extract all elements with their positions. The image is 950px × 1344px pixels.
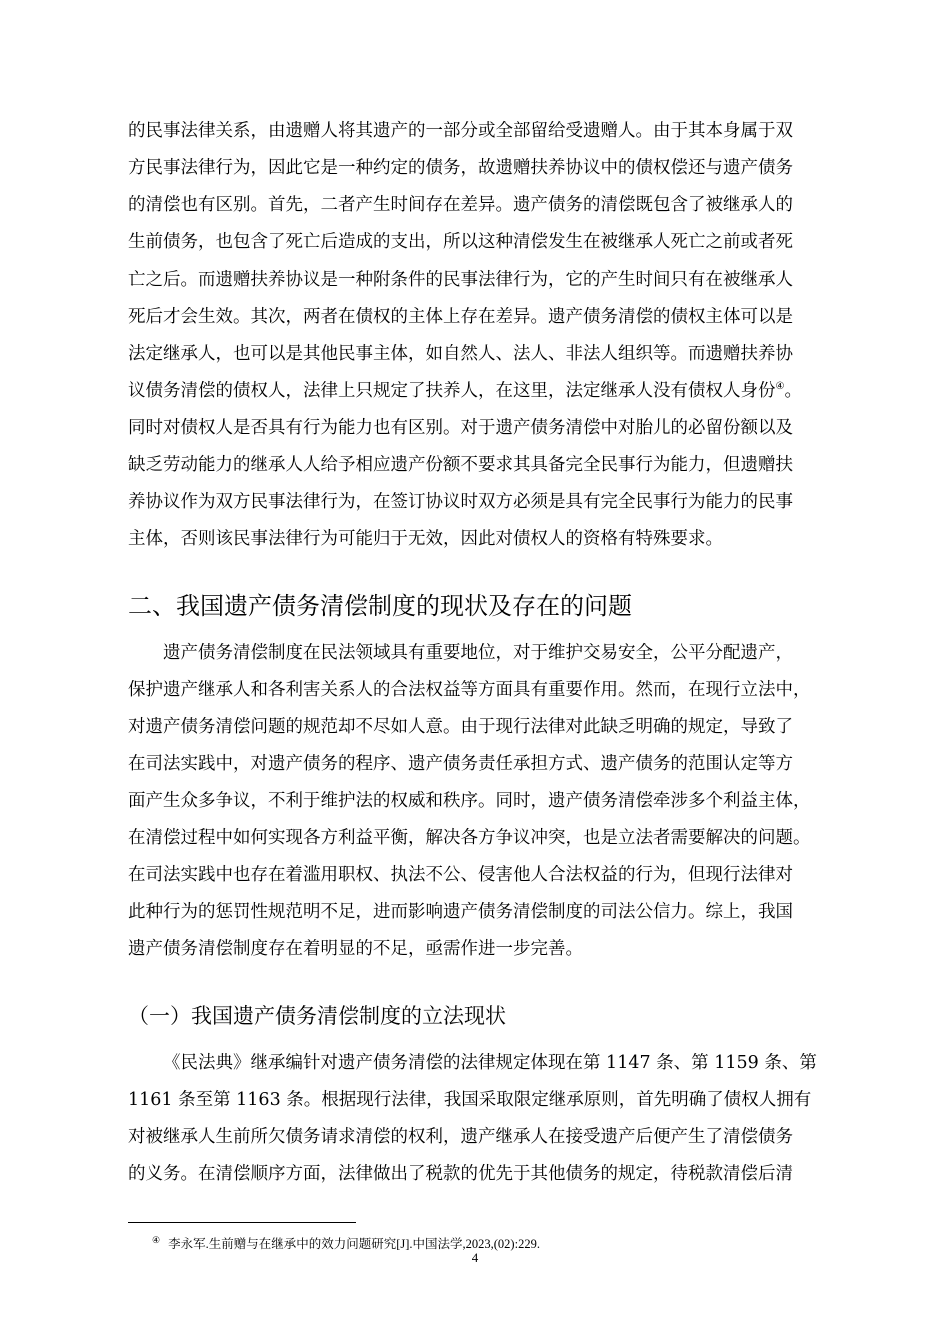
paragraph-line: 遗产债务清偿制度存在着明显的不足，亟需作进一步完善。 (128, 939, 583, 959)
paragraph-line: 保护遗产继承人和各利害关系人的合法权益等方面具有重要作用。然而，在现行立法中， (128, 680, 811, 700)
paragraph-line: 对遗产债务清偿问题的规范却不尽如人意。由于现行法律对此缺乏明确的规定，导致了 (128, 717, 793, 737)
footnote-reference[interactable]: ④ (775, 381, 785, 393)
paragraph-line: 对被继承人生前所欠债务请求清偿的权利，遗产继承人在接受遗产后便产生了清偿债务 (128, 1127, 793, 1147)
paragraph-line: 亡之后。而遗赠扶养协议是一种附条件的民事法律行为，它的产生时间只有在被继承人 (128, 270, 793, 290)
paragraph-line: 缺乏劳动能力的继承人人给予相应遗产份额不要求其具备完全民事行为能力，但遗赠扶 (128, 455, 793, 475)
paragraph-line-text: 议债务清偿的债权人，法律上只规定了扶养人，在这里，法定继承人没有债权人身份 (128, 381, 776, 401)
subsection-heading: （一）我国遗产债务清偿制度的立法现状 (128, 1004, 506, 1028)
paragraph-line: 同时对债权人是否具有行为能力也有区别。对于遗产债务清偿中对胎儿的必留份额以及 (128, 418, 793, 438)
paragraph-line: 面产生众多争议，不利于维护法的权威和秩序。同时，遗产债务清偿牵涉多个利益主体， (128, 791, 811, 811)
section-heading: 二、我国遗产债务清偿制度的现状及存在的问题 (128, 592, 632, 620)
paragraph-line: 生前债务，也包含了死亡后造成的支出，所以这种清偿发生在被继承人死亡之前或者死 (128, 232, 793, 252)
paragraph-line: 死后才会生效。其次，两者在债权的主体上存在差异。遗产债务清偿的债权主体可以是 (128, 307, 793, 327)
paragraph-line: 《民法典》继承编针对遗产债务清偿的法律规定体现在第 1147 条、第 1159 条、第 (163, 1053, 817, 1073)
page-number: 4 (471, 1250, 479, 1265)
footnote-separator (128, 1222, 356, 1223)
footnote-mark: ④ (152, 1234, 161, 1245)
paragraph-line: 1161 条至第 1163 条。根据现行法律，我国采取限定继承原则，首先明确了债权人拥有 (128, 1090, 812, 1110)
paragraph-line: 方民事法律行为，因此它是一种约定的债务，故遗赠扶养协议中的债权偿还与遗产债务 (128, 158, 793, 178)
paragraph-line: 遗产债务清偿制度在民法领域具有重要地位，对于维护交易安全，公平分配遗产， (163, 643, 793, 663)
paragraph-line: 在清偿过程中如何实现各方利益平衡，解决各方争议冲突，也是立法者需要解决的问题。 (128, 828, 811, 848)
paragraph-line: 的清偿也有区别。首先，二者产生时间存在差异。遗产债务的清偿既包含了被继承人的 (128, 195, 793, 215)
paragraph-line (128, 381, 858, 401)
paragraph-line: 主体，否则该民事法律行为可能归于无效，因此对债权人的资格有特殊要求。 (128, 529, 723, 549)
paragraph-line-tail: 。 (784, 381, 802, 401)
paragraph-line: 法定继承人，也可以是其他民事主体，如自然人、法人、非法人组织等。而遗赠扶养协 (128, 344, 793, 364)
footnote-text: 李永军.生前赠与在继承中的效力问题研究[J].中国法学,2023,(02):229. (168, 1237, 540, 1251)
paragraph-line: 在司法实践中也存在着滥用职权、执法不公、侵害他人合法权益的行为，但现行法律对 (128, 865, 793, 885)
paragraph-line: 在司法实践中，对遗产债务的程序、遗产债务责任承担方式、遗产债务的范围认定等方 (128, 754, 793, 774)
paragraph-line: 的义务。在清偿顺序方面，法律做出了税款的优先于其他债务的规定，待税款清偿后清 (128, 1164, 793, 1184)
paragraph-line: 此种行为的惩罚性规范明不足，进而影响遗产债务清偿制度的司法公信力。综上，我国 (128, 902, 793, 922)
paragraph-line: 养协议作为双方民事法律行为，在签订协议时双方必须是具有完全民事行为能力的民事 (128, 492, 793, 512)
paragraph-line: 的民事法律关系，由遗赠人将其遗产的一部分或全部留给受遗赠人。由于其本身属于双 (128, 121, 793, 141)
